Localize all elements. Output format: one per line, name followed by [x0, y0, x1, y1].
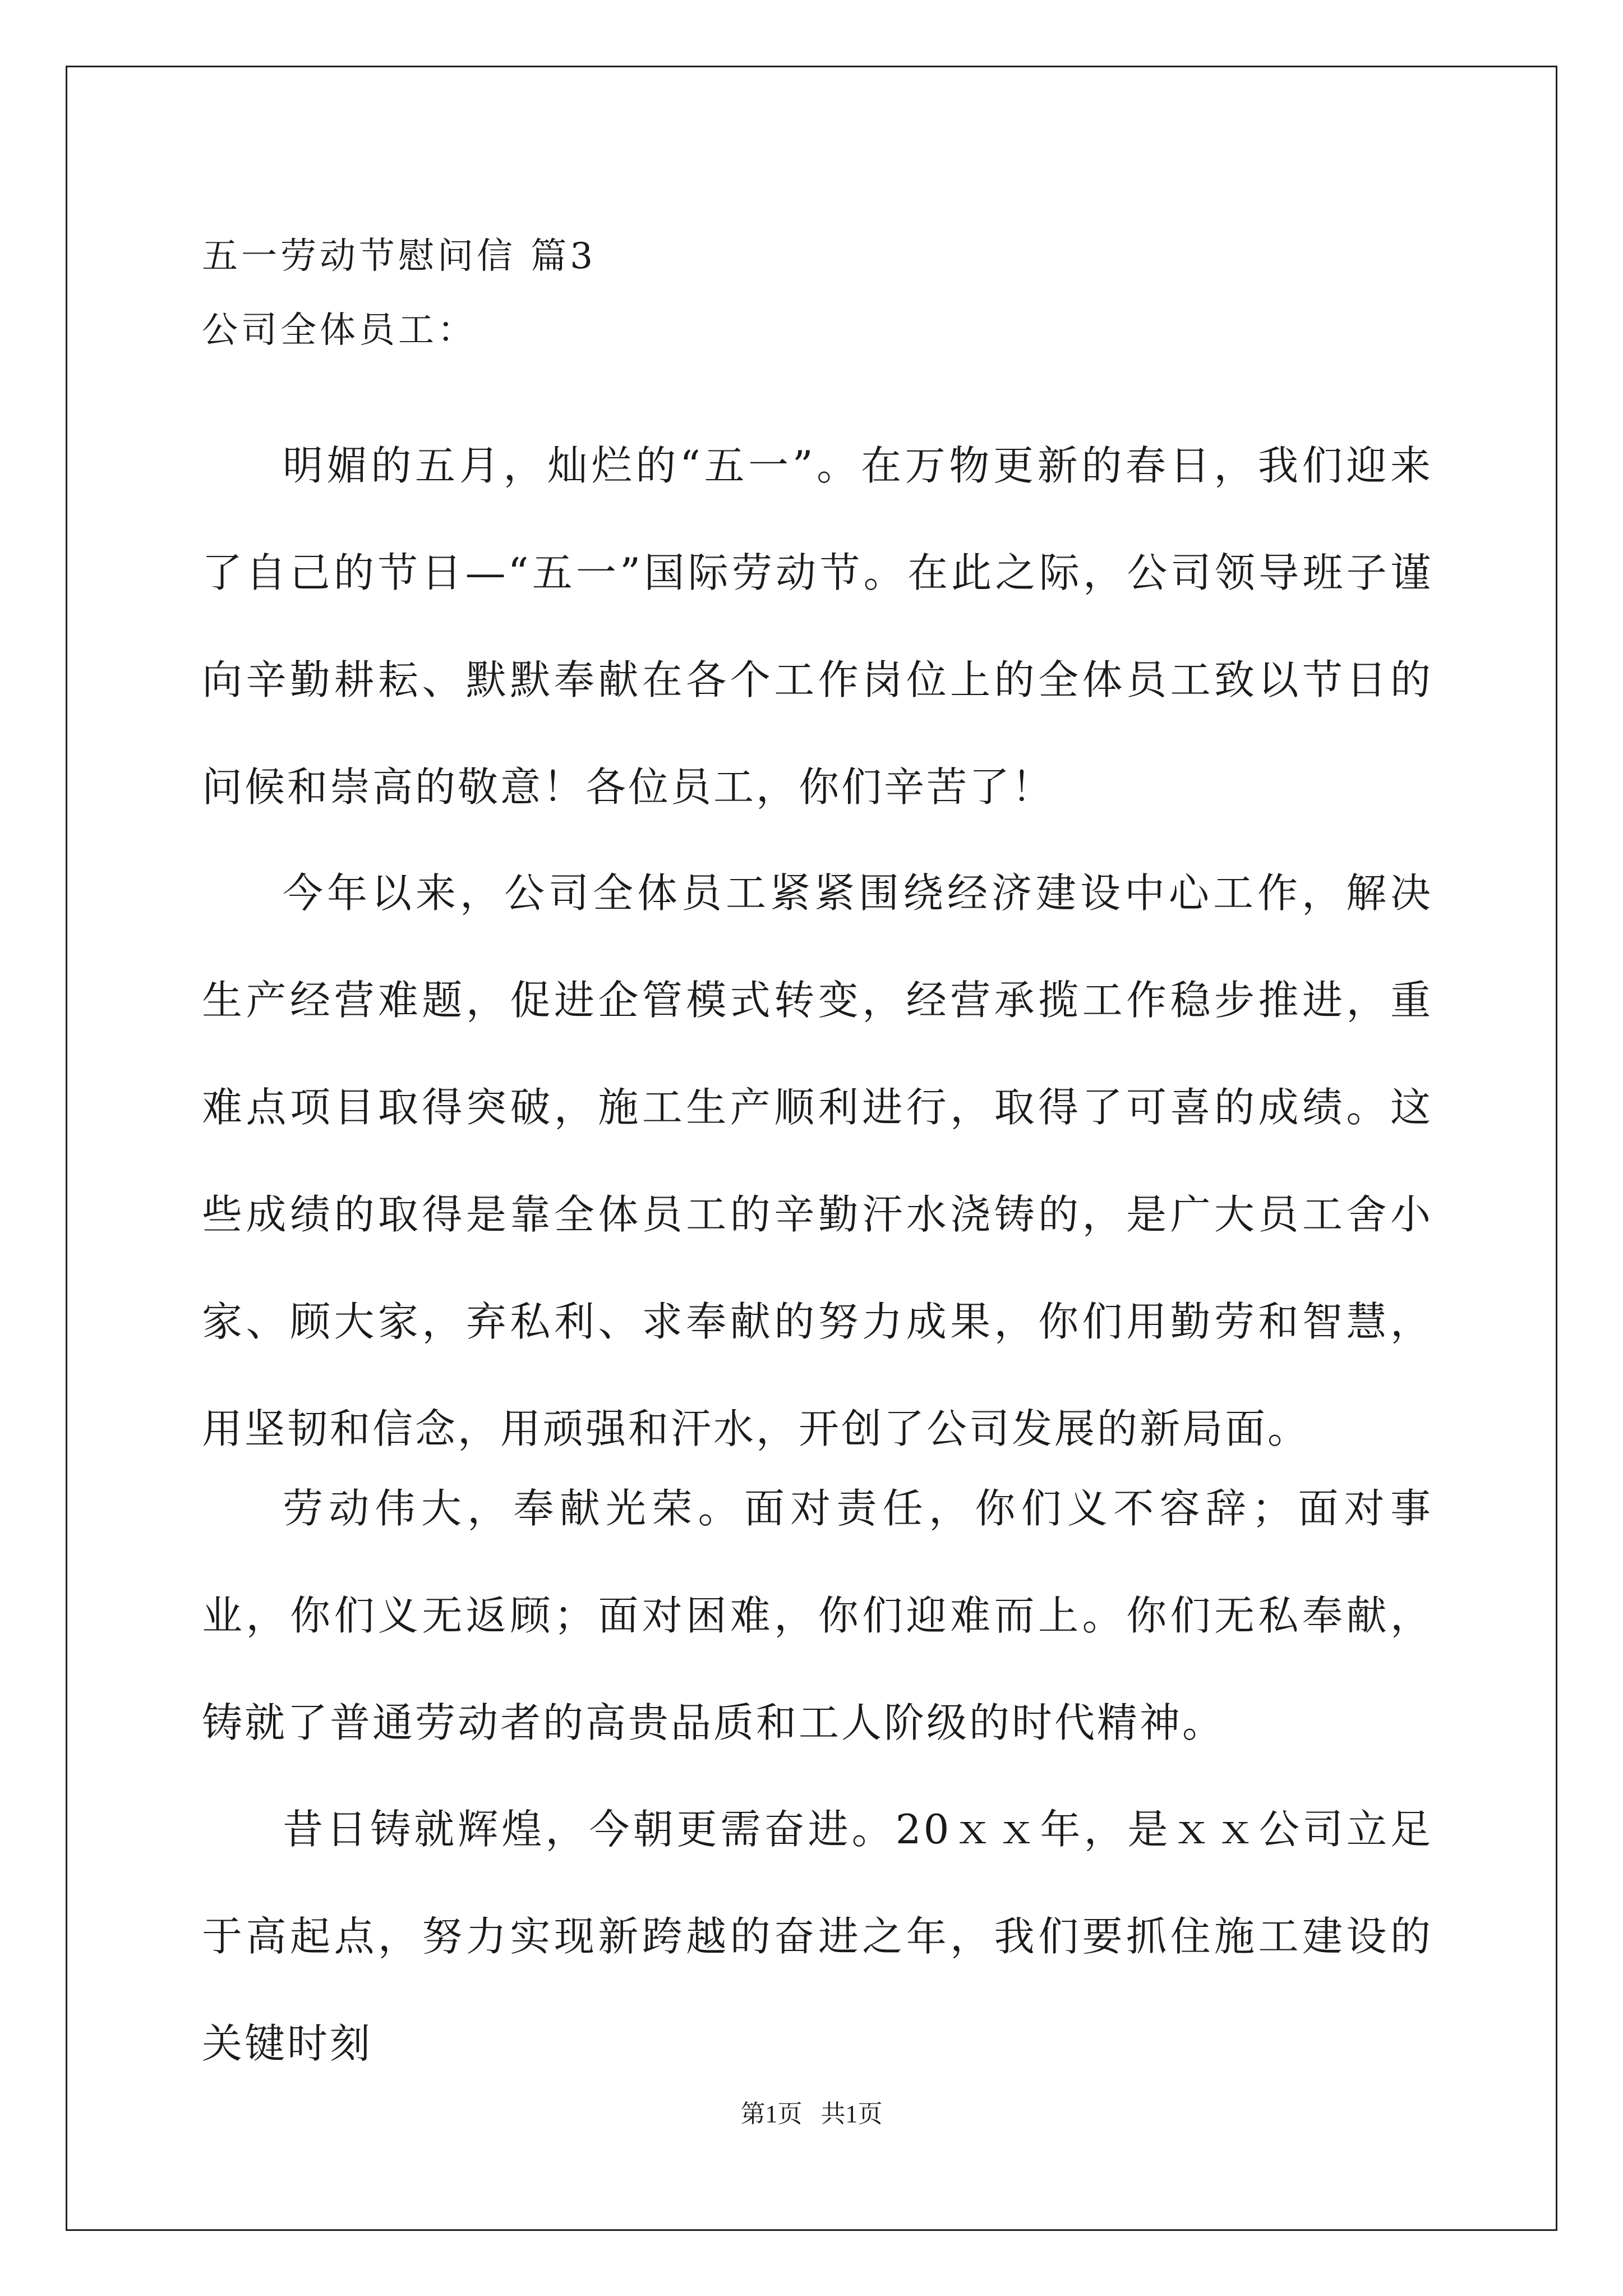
page-footer: 第1页 共1页: [740, 2100, 883, 2128]
document-title: 五一劳动节慰问信 篇3: [202, 236, 597, 277]
salutation: 公司全体员工：: [202, 310, 477, 351]
paragraph: 昔日铸就辉煌，今朝更需奋进。20ｘｘ年，是ｘｘ公司立足于高起点，努力实现新跨越的奋进之年，我们要抓住施工建设的关键时刻: [202, 1806, 1433, 2067]
paragraph: 明媚的五月，灿烂的“五一”。在万物更新的春日，我们迎来了自己的节日—“五一”国际劳动节。在此之际，公司领导班子谨向辛勤耕耘、默默奉献在各个工作岗位上的全体员工致以节日的问候和崇高的敬意！各位员工，你们辛苦了！: [202, 442, 1433, 811]
paragraph: 劳动伟大，奉献光荣。面对责任，你们义不容辞；面对事业，你们义无返顾；面对困难，你们迎难而上。你们无私奉献，铸就了普通劳动者的高贵品质和工人阶级的时代精神。: [202, 1485, 1433, 1746]
paragraph: 今年以来，公司全体员工紧紧围绕经济建设中心工作，解决生产经营难题，促进企管模式转变，经营承揽工作稳步推进，重难点项目取得突破，施工生产顺利进行，取得了可喜的成绩。这些成绩的取得是靠全体员工的辛勤汗水浇铸的，是广大员工舍小家、顾大家，弃私利、求奉献的努力成果，你们用勤劳和智慧，用坚韧和信念，用顽强和汗水，开创了公司发展的新局面。: [202, 869, 1433, 1452]
